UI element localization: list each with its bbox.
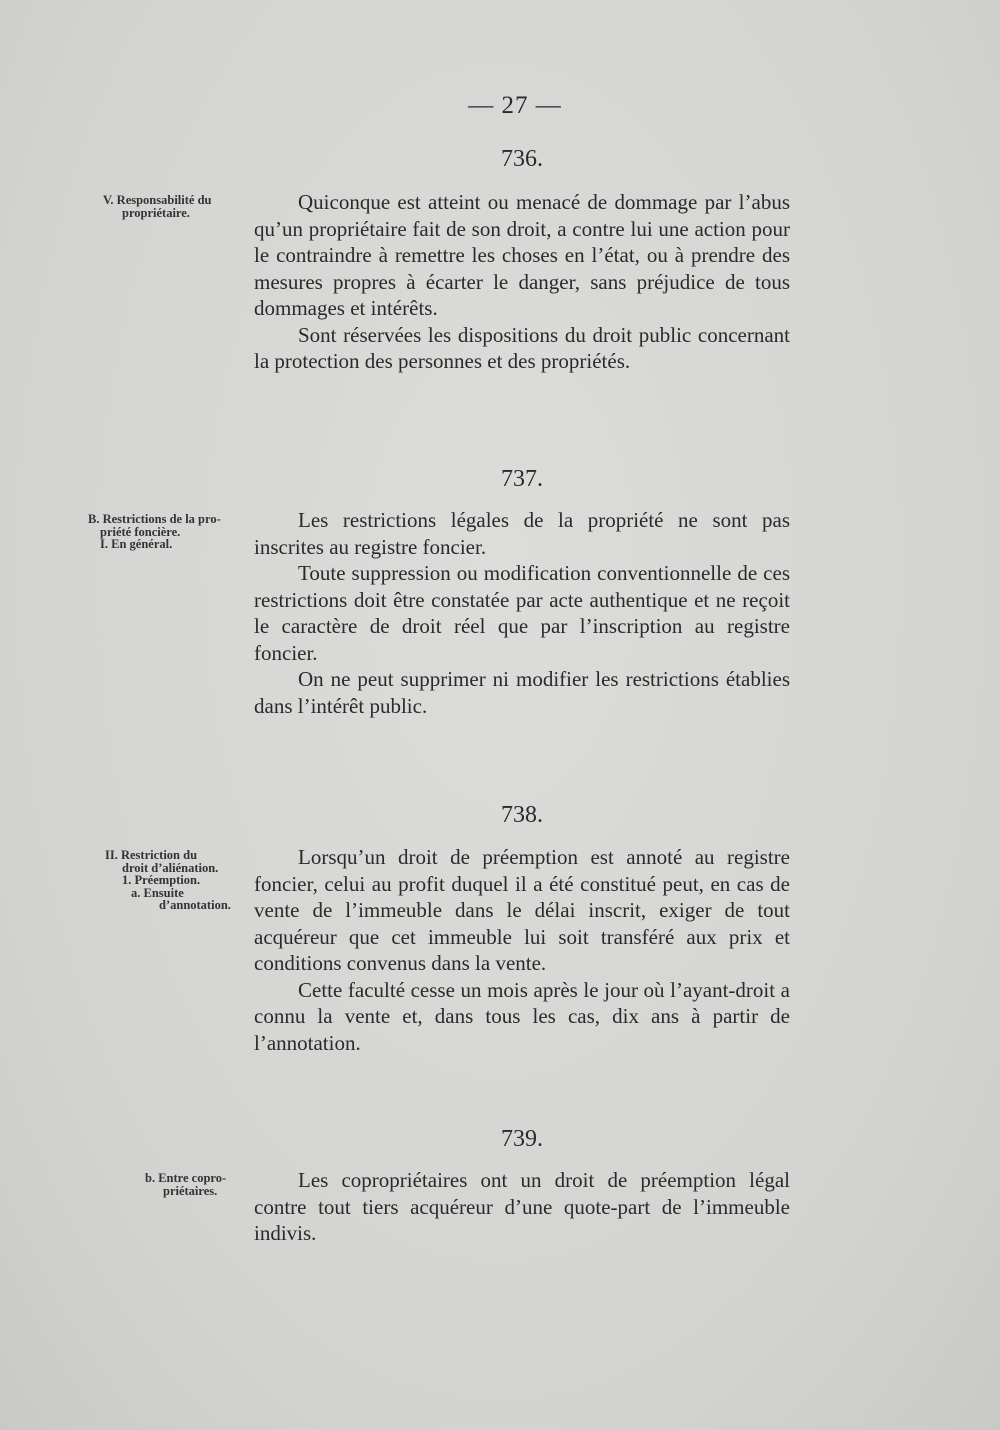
margin-note bbox=[105, 849, 231, 912]
article-number: 739. bbox=[501, 1126, 543, 1152]
paragraph: Les restrictions légales de la propriété ne sont pas inscrites au registre foncier. bbox=[254, 508, 790, 559]
margin-note-line: d’annotation. bbox=[159, 898, 231, 912]
margin-note-line: V. Responsabilité du bbox=[103, 193, 212, 207]
margin-note-line: a. Ensuite bbox=[131, 885, 184, 900]
margin-note-line: B. Restrictions de la pro- bbox=[88, 512, 221, 526]
margin-note-line: priétaires. bbox=[163, 1183, 218, 1198]
margin-note bbox=[88, 513, 221, 551]
paragraph: Sont réservées les dispositions du droit public concernant la protection des personnes et des propriétés. bbox=[254, 322, 790, 373]
margin-note-line: b. Entre copro- bbox=[145, 1171, 227, 1185]
page-number: — 27 — bbox=[468, 92, 562, 119]
margin-note-line: I. En général. bbox=[100, 537, 173, 551]
paragraph: Cette faculté cesse un mois après le jour où l’ayant-droit a connu la vente et, dans tous les cas, dix ans à partir de l’annotation. bbox=[254, 977, 790, 1055]
article-body bbox=[254, 189, 790, 375]
margin-note-line: priété foncière. bbox=[100, 524, 181, 539]
paragraph: Lorsqu’un droit de préemption est annoté au registre foncier, celui au profit duquel il a été constitué peut, en cas de vente de l’immeuble dans le délai inscrit, exiger de tout acquéreur que cet immeuble lui soit transféré aux prix et conditions convenus dans la vente. bbox=[254, 845, 790, 975]
article-number: 736. bbox=[501, 146, 543, 172]
paragraph: Les copropriétaires ont un droit de préemption légal contre tout tiers acquéreur d’une quote-part de l’immeuble indivis. bbox=[254, 1168, 790, 1245]
article-body bbox=[254, 507, 790, 719]
article-body bbox=[254, 844, 790, 1056]
paragraph: Toute suppression ou modification conventionnelle de ces restrictions doit être constatée par acte authentique et ne reçoit le caractère de droit réel que par l’inscription au registre foncier. bbox=[254, 561, 790, 665]
margin-note bbox=[103, 194, 211, 219]
article-number: 737. bbox=[501, 466, 543, 492]
article-body bbox=[254, 1167, 790, 1247]
paragraph: On ne peut supprimer ni modifier les restrictions établies dans l’intérêt public. bbox=[254, 667, 790, 718]
margin-note-line: propriétaire. bbox=[122, 205, 190, 220]
margin-note-line: II. Restriction du bbox=[105, 848, 198, 862]
paragraph: Quiconque est atteint ou menacé de dommage par l’abus qu’un propriétaire fait de son droit, a contre lui une action pour le contraindre à remettre les choses en l’état, ou à prendre des mesures propres à écarter le danger, sans préjudice de tous dommages et intérêts. bbox=[254, 190, 790, 320]
article-number: 738. bbox=[501, 802, 543, 828]
margin-note-line: droit d’aliénation. bbox=[122, 860, 219, 875]
margin-note bbox=[145, 1172, 226, 1197]
margin-note-line: 1. Préemption. bbox=[122, 873, 201, 887]
